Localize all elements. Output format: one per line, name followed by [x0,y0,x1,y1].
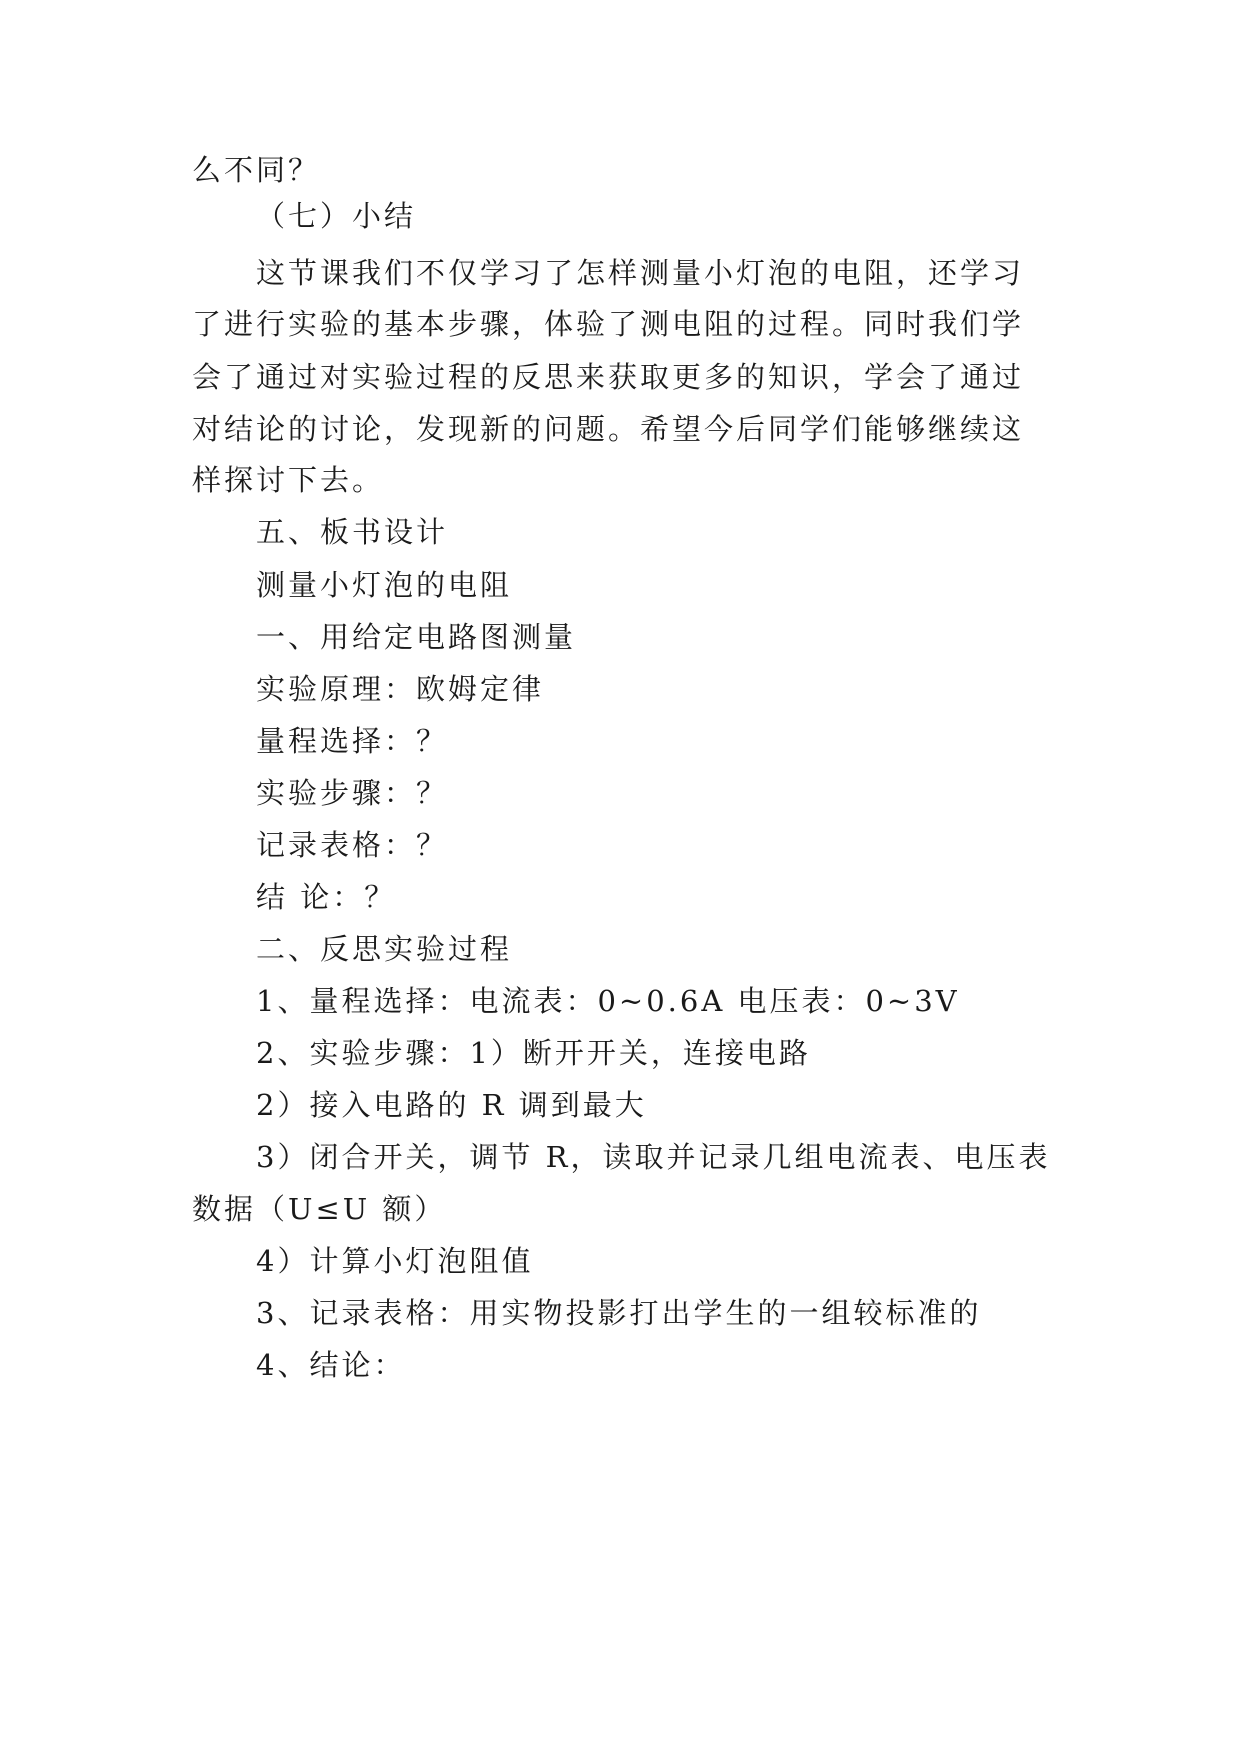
board-line: 结 论：？ [256,880,397,914]
board-line: 3、记录表格：用实物投影打出学生的一组较标准的 [256,1296,982,1330]
board-line: 实验步骤：？ [256,776,449,810]
board-section-heading: 一、用给定电路图测量 [256,620,577,654]
board-line: 数据（U≤U 额） [192,1192,447,1226]
board-line: 实验原理：欧姆定律 [256,672,545,706]
section-heading: 五、板书设计 [256,515,449,549]
text-line: 么不同？ [192,153,321,187]
board-line: 1、量程选择：电流表：0~0.6A 电压表：0~3V [256,984,960,1018]
board-line: 4）计算小灯泡阻值 [256,1244,534,1278]
board-line: 量程选择：？ [256,724,449,758]
board-line: 3）闭合开关，调节 R，读取并记录几组电流表、电压表 [256,1140,1051,1174]
section-heading: （七）小结 [256,199,417,233]
board-line: 4、结论： [256,1348,406,1382]
board-line: 2）接入电路的 R 调到最大 [256,1088,647,1122]
board-title: 测量小灯泡的电阻 [256,568,513,602]
board-line: 记录表格：？ [256,828,449,862]
board-line: 2、实验步骤：1）断开开关，连接电路 [256,1036,811,1070]
paragraph-line: 这节课我们不仅学习了怎样测量小灯泡的电阻，还学习 [256,256,1025,290]
paragraph-line: 对结论的讨论，发现新的问题。希望今后同学们能够继续这 [192,412,1025,446]
paragraph-line: 会了通过对实验过程的反思来获取更多的知识，学会了通过 [192,360,1025,394]
paragraph-line: 样探讨下去。 [192,463,385,497]
board-section-heading: 二、反思实验过程 [256,932,513,966]
paragraph-line: 了进行实验的基本步骤，体验了测电阻的过程。同时我们学 [192,307,1025,341]
